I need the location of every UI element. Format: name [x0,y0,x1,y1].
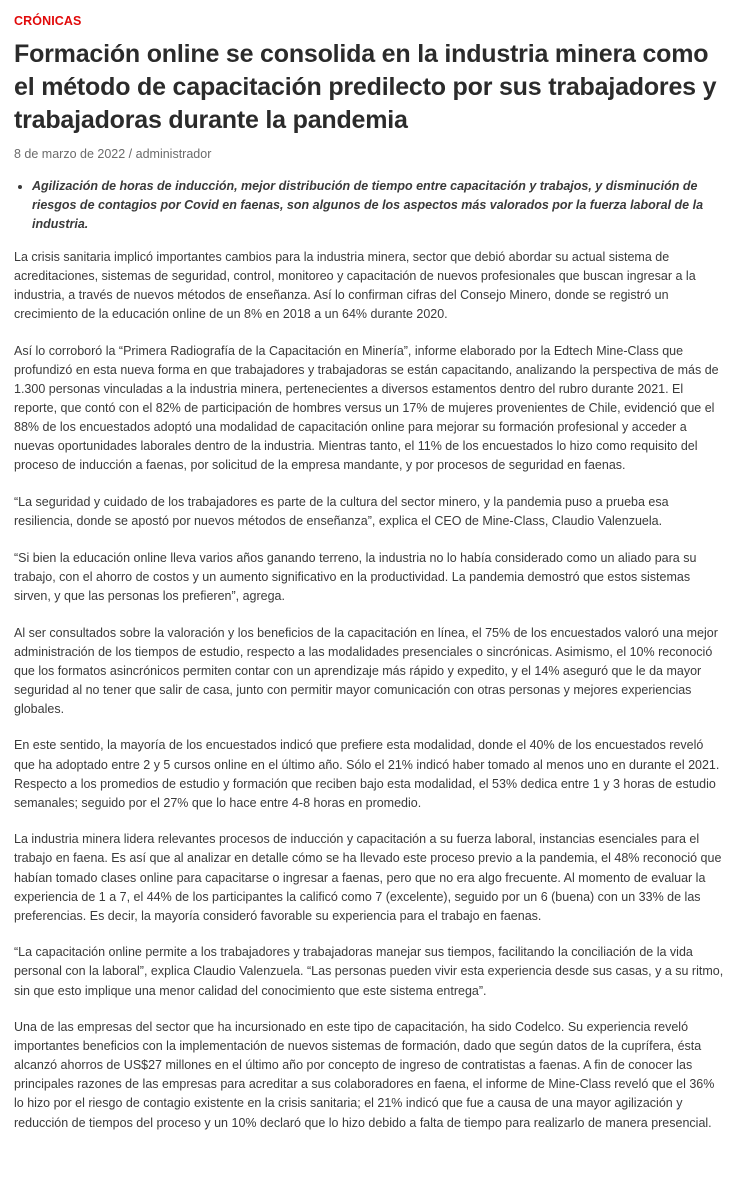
post-date-link[interactable]: 8 de marzo de 2022 [14,147,126,161]
category-link[interactable]: CRÓNICAS [14,14,82,28]
article-title: Formación online se consolida en la industria minera como el método de capacitación predilecto por sus trabajadores y trabajadoras durante la pandemia [14,40,717,134]
body-paragraph-7: La industria minera lidera relevantes procesos de inducción y capacitación a su fuerza laboral, instancias esenciales para el trabajo en faena. Es así que al analizar en detalle cómo se ha llevado este proceso previo a la pandemia, el 48% reconoció que habían tomado clases online para capacitarse o ingresar a faenas, pero que no era algo frecuente. Al momento de evaluar la experiencia de 1 a 7, el 44% de los participantes la calificó como 7 (excelente), seguido por un 6 (buena) con un 33% de las preferencias. Es decir, la mayoría consideró favorable su experiencia para el trabajo en faenas. [14,832,722,923]
body-paragraph-9: Una de las empresas del sector que ha incursionado en este tipo de capacitación, ha sido Codelco. Su experiencia reveló importantes beneficios con la implementación de nuevos sistemas de formación, dado que según datos de la cuprífera, ésta alcanzó ahorros de US$27 millones en el último año por concepto de ingreso de contratistas a faenas. A fin de conocer las principales razones de las empresas para acreditar a sus colaboradores en faena, el informe de Mine-Class reveló que el 36% lo hizo por el riesgo de contagio existente en la crisis sanitaria; el 21% indicó que fue a causa de una mayor agilización y reducción de tiempos del proceso y un 10% declaró que lo hizo debido a falta de tiempo para realizarlo de manera presencial. [14,1020,715,1130]
highlights-list [14,177,727,234]
highlight-item: • Agilización de horas de inducción, mejor distribución de tiempo entre capacitación y trabajos, y disminución de riesgos de contagios por Covid en faenas, son algunos de los aspectos más valorados por la fuerza laboral de la industria. [32,177,727,234]
body-paragraph-4: “Si bien la educación online lleva varios años ganando terreno, la industria no lo había considerado como un aliado para su trabajo, con el ahorro de costos y un aumento significativo en la productividad. La pandemia demostró que estos sistemas sirven, y que las personas los prefieren”, agrega. [14,550,697,603]
article-body [14,248,727,1133]
author-link[interactable]: administrador [135,147,212,161]
body-paragraph-8: “La capacitación online permite a los trabajadores y trabajadoras manejar sus tiempos, facilitando la conciliación de la vida personal con la laboral”, explica Claudio Valenzuela. “Las personas pueden vivir esta experiencia desde sus casas, y a su ritmo, sin que esto implique una menor calidad del conocimiento que este sistema entrega”. [14,945,724,998]
body-paragraph-6: En este sentido, la mayoría de los encuestados indicó que prefiere esta modalidad, donde el 40% de los encuestados reveló que ha adoptado entre 2 y 5 cursos online en el último año. Sólo el 21% indicó haber tomado al menos uno en durante el 2021. Respecto a los promedios de estudio y formación que reciben bajo esta modalidad, el 53% dedica entre 1 y 3 horas de estudio semanales; seguido por el 27% que lo hace entre 4-8 horas en promedio. [14,738,720,810]
meta-separator: / [125,147,136,161]
body-paragraph-5: Al ser consultados sobre la valoración y los beneficios de la capacitación en línea, el 75% de los encuestados valoró una mejor administración de los tiempos de estudio, respecto a las modalidades presenciales o sincrónicas. Asimismo, el 10% reconoció que los formatos asincrónicos permiten contar con un aprendizaje más rápido y expedito, y el 14% aseguró que le da mayor seguridad al no tener que salir de casa, junto con permitir mayor comunicación con otras personas y mejores experiencias globales. [14,625,718,716]
body-paragraph-3: “La seguridad y cuidado de los trabajadores es parte de la cultura del sector minero, y la pandemia puso a prueba esa resiliencia, donde se apostó por nuevos métodos de enseñanza”, explica el CEO de Mine-Class, Claudio Valenzuela. [14,495,669,529]
body-paragraph-1: La crisis sanitaria implicó importantes cambios para la industria minera, sector que debió abordar su actual sistema de acreditaciones, sistemas de seguridad, control, monitoreo y capacitación de nuevos profesionales que buscan ingresar a la industria, a través de nuevos métodos de enseñanza. Así lo confirman cifras del Consejo Minero, donde se registró un crecimiento de la educación online de un 8% en 2018 a un 64% durante 2020. [14,250,696,322]
body-paragraph-2: Así lo corroboró la “Primera Radiografía de la Capacitación en Minería”, informe elaborado por la Edtech Mine-Class que profundizó en esta nueva forma en que trabajadores y trabajadoras se están capacitando, analizando la perspectiva de más de 1.300 personas vinculadas a la industria minera, pertenecientes a diversos estamentos dentro del rubro durante 2021. El reporte, que contó con el 82% de participación de hombres versus un 17% de mujeres provenientes de Chile, evidenció que el 88% de los encuestados adoptó una modalidad de capacitación online para mejorar su formación profesional y acceder a nuevas oportunidades laborales dentro de la industria. Mientras tanto, el 11% de los encuestados lo hizo como requisito del proceso de inducción a faenas, por solicitud de la empresa mandante, y por procesos de seguridad en faenas. [14,343,719,473]
article-meta [14,147,727,161]
